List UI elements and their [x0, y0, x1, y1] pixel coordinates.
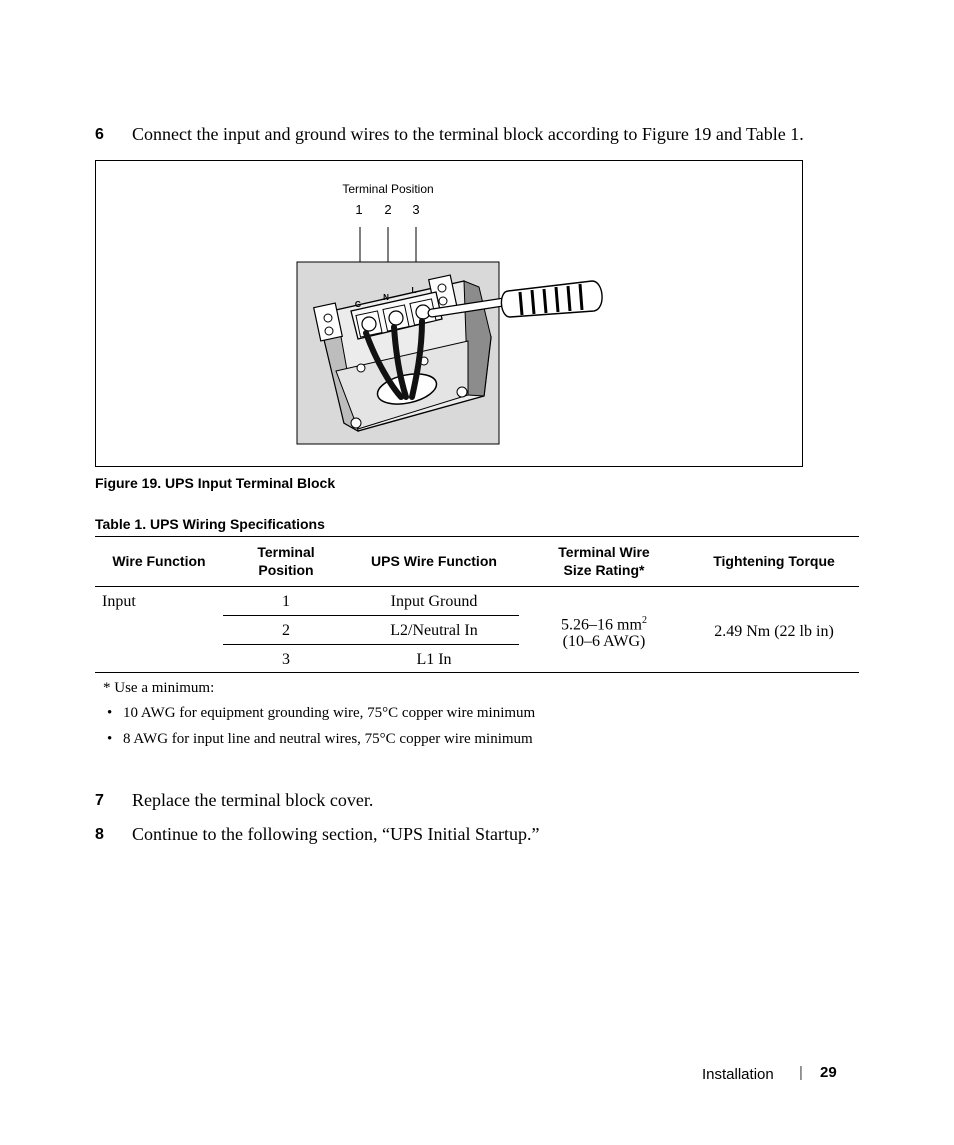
terminal-letter: G — [354, 300, 362, 309]
table-cell-size-rating: 5.26–16 $mm^2$ (10–6 AWG) — [561, 615, 647, 651]
position-number: 3 — [412, 202, 420, 217]
table-cell-function: L1 In — [416, 651, 452, 668]
list-item: • 8 AWG for input line and neutral wires, 75°C copper wire minimum — [107, 731, 533, 747]
figure-caption: Figure 19. UPS Input Terminal Block — [95, 475, 336, 491]
terminal-block-illustration — [96, 161, 802, 466]
table-cell-torque: 2.49 Nm (22 lb in) — [714, 623, 834, 640]
terminal-letter: N — [383, 293, 389, 302]
page-number: 29 — [820, 1064, 837, 1081]
table-row-rule — [223, 615, 519, 616]
table-row-rule — [223, 644, 519, 645]
table-cell-wire-function: Input — [102, 593, 136, 610]
column-header: Terminal Position — [257, 544, 315, 578]
list-item: • 10 AWG for equipment grounding wire, 75°C copper wire minimum — [107, 705, 536, 721]
table-cell-position: 1 — [282, 593, 290, 610]
table-top-rule — [95, 536, 859, 537]
footer-section: Installation — [702, 1066, 774, 1083]
column-header: Wire Function — [112, 553, 206, 569]
step-number: 8 — [95, 826, 104, 843]
table-cell-position: 3 — [282, 651, 290, 668]
position-number: 2 — [384, 202, 392, 217]
step-number: 6 — [95, 126, 104, 143]
step-text: Continue to the following section, “UPS Initial Startup.” — [132, 824, 540, 844]
footer-separator: | — [799, 1064, 803, 1081]
terminal-position-label: Terminal Position — [342, 182, 434, 196]
table-bottom-rule — [95, 672, 859, 673]
table-cell-position: 2 — [282, 622, 290, 639]
column-header: UPS Wire Function — [371, 553, 497, 569]
step-number: 7 — [95, 792, 104, 809]
table-cell-function: L2/Neutral In — [390, 622, 478, 639]
step-text: Connect the input and ground wires to the terminal block according to Figure 19 and Table 1. — [132, 124, 804, 144]
table-header-rule — [95, 586, 859, 587]
figure-frame — [95, 160, 803, 467]
column-header: Tightening Torque — [713, 553, 835, 569]
table-caption: Table 1. UPS Wiring Specifications — [95, 516, 325, 532]
step-text: Replace the terminal block cover. — [132, 790, 374, 810]
table-footnote: * Use a minimum: — [103, 680, 215, 696]
position-number: 1 — [355, 202, 363, 217]
terminal-letter: L — [411, 286, 417, 295]
column-header: Terminal Wire Size Rating* — [558, 544, 650, 578]
table-cell-function: Input Ground — [390, 593, 478, 610]
